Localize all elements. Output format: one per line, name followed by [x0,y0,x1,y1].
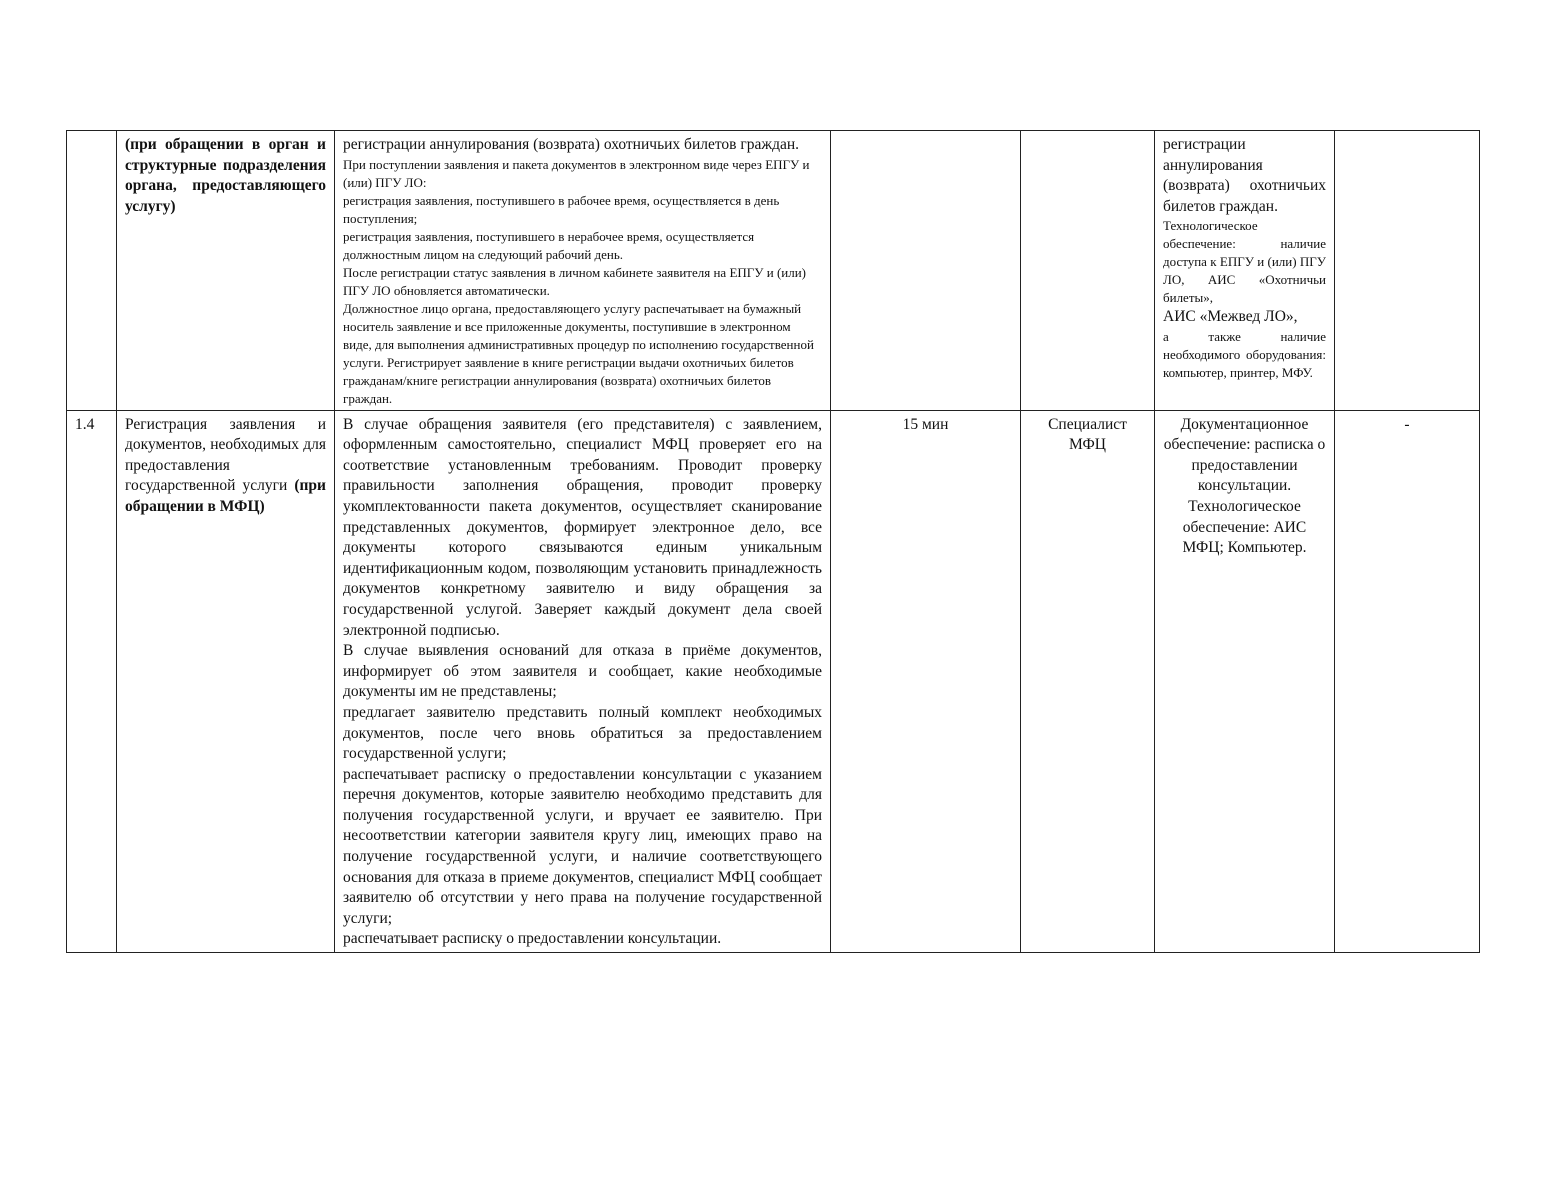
forms-cell [1335,131,1480,411]
description-paragraph: В случае выявления оснований для отказа в приёме документов, информирует об этом заявителя и сообщает, какие необходимые документы им не представлены; [343,642,822,701]
description-paragraph: предлагает заявителю представить полный комплект необходимых документов, после чего вновь обратиться за предоставлением государственной услуги; [343,703,822,763]
table-row [67,410,1480,952]
resources-small-text: Технологическое обеспечение: наличие доступа к ЕПГУ и (или) ПГУ ЛО, АИС «Охотничьи билеты», [1163,218,1326,306]
description-small-line: После регистрации статус заявления в личном кабинете заявителя на ЕПГУ и (или) ПГУ ЛО обновляется автоматически. [343,264,807,298]
executor-cell [1021,131,1155,411]
forms-cell: - [1335,410,1480,952]
procedure-cell [117,131,335,411]
table-row [67,131,1480,411]
row-number: 1.4 [67,410,117,952]
description-paragraph: распечатывает расписку о предоставлении консультации. [343,930,722,948]
procedure-bold-text: (при обращении в орган и структурные подразделения органа, предоставляющего услугу) [125,136,326,215]
description-small-line: регистрация заявления, поступившего в нерабочее время, осуществляется должностным лицом на следующий рабочий день. [343,228,755,262]
description-main-text: регистрации аннулирования (возврата) охотничьих билетов граждан. [343,136,800,153]
procedure-plain-text: Регистрация заявления и документов, необходимых для предоставления государственной услуги [125,415,326,495]
row-number [67,131,117,411]
description-small-line: регистрация заявления, поступившего в рабочее время, осуществляется в день поступления; [343,192,780,226]
deadline-cell: 15 мин [831,410,1021,952]
description-small-line: При поступлении заявления и пакета документов в электронном виде через ЕПГУ и (или) ПГУ ЛО: [343,156,810,190]
description-paragraph: распечатывает расписку о предоставлении консультации с указанием перечня документов, которые заявителю необходимо представить для получения государственной услуги, и вручает ее заявителю. При несоответствии категории заявителя кругу лиц, имеющих право на получение государственной услуги, и наличие соответствующего основания для отказа в приеме документов, специалист МФЦ сообщает заявителю об отсутствии у него права на получение государственной услуги; [343,765,822,927]
deadline-cell [831,131,1021,411]
resources-cell: Документационное обеспечение: расписка о предоставлении консультации. Технологическое обеспечение: АИС МФЦ; Компьютер. [1155,410,1335,952]
resources-small-text: а также наличие необходимого оборудования: компьютер, принтер, МФУ. [1163,328,1326,380]
resources-big-text: АИС «Межвед ЛО», [1163,308,1298,326]
resources-main-text: регистрации аннулирования (возврата) охотничьих билетов граждан. [1163,136,1326,215]
executor-cell: Специалист МФЦ [1021,410,1155,952]
description-paragraph: В случае обращения заявителя (его представителя) с заявлением, оформленным самостоятельно, специалист МФЦ проверяет его на соответствие установленным требованиям. Проводит проверку правильности заполнения обращения, проводит проверку укомплектованности пакета документов, осуществляет сканирование представленных документов, формирует электронное дело, все документы которого связываются единым уникальным идентификационным кодом, позволяющим установить принадлежность документов конкретному заявителю и виду обращения за государственной услугой. Заверяет каждый документ дела своей электронной подписью. [343,415,822,639]
procedures-table [66,130,1480,953]
description-cell [335,131,831,411]
description-cell [335,410,831,952]
resources-cell [1155,131,1335,411]
procedure-cell [117,410,335,952]
description-small-line: Должностное лицо органа, предоставляющего услугу распечатывает на бумажный носитель заявление и все приложенные документы, поступившие в электронном виде, для выполнения административных процедур по исполнению государственной услуги. Регистрирует заявление в книге регистрации выдачи охотничьих билетов гражданам/книге регистрации аннулирования (возврата) охотничьих билетов граждан. [343,300,814,406]
procedure-bold-text: (при обращении в МФЦ) [125,477,326,515]
